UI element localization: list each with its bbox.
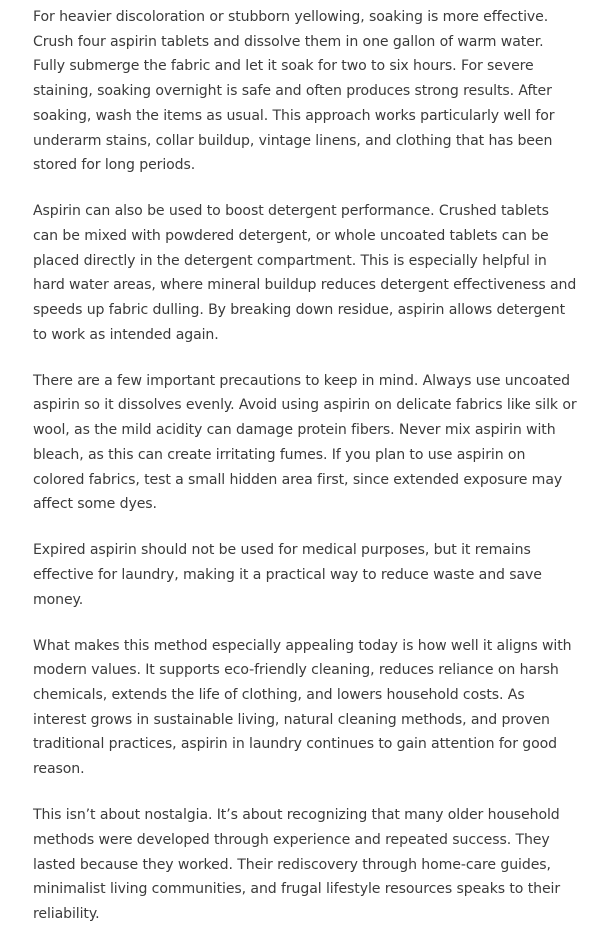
paragraph-modern-values: What makes this method especially appealing today is how well it aligns with modern values. It supports eco-friendly cleaning, reduces reliance on harsh chemicals, extends the life of clothing, and lowers household costs. As interest grows in sustainable living, natural cleaning methods, and proven traditional practices, aspirin in laundry continues to gain attention for good reason. (33, 637, 572, 778)
paragraph-precautions: There are a few important precautions to keep in mind. Always use uncoated aspirin so it dissolves evenly. Avoid using aspirin on delicate fabrics like silk or wool, as the mild acidity can damage protein fibers. Never mix aspirin with bleach, as this can create irritating fumes. If you plan to use aspirin on colored fabrics, test a small hidden area first, since extended exposure may affect some dyes. (33, 372, 577, 513)
paragraph-expired-aspirin: Expired aspirin should not be used for medical purposes, but it remains effective for laundry, making it a practical way to reduce waste and save money. (33, 542, 542, 608)
paragraph-soaking-method: For heavier discoloration or stubborn yellowing, soaking is more effective. Crush four aspirin tablets and dissolve them in one gallon of warm water. Fully submerge the fabric and let it soak for two to six hours. For severe staining, soaking overnight is safe and often produces strong results. After soaking, wash the items as usual. This approach works particularly well for underarm stains, collar buildup, vintage linens, and clothing that has been stored for long periods. (33, 9, 555, 174)
paragraph-nostalgia: This isn’t about nostalgia. It’s about recognizing that many older household methods were developed through experience and repeated success. They lasted because they worked. Their rediscovery through home-care guides, minimalist living communities, and frugal lifestyle resources speaks to their reliability. (33, 807, 561, 922)
article-body (33, 5, 578, 948)
paragraph-detergent-boost: Aspirin can also be used to boost detergent performance. Crushed tablets can be mixed with powdered detergent, or whole uncoated tablets can be placed directly in the detergent compartment. This is especially helpful in hard water areas, where mineral buildup reduces detergent effectiveness and speeds up fabric dulling. By breaking down residue, aspirin allows detergent to work as intended again. (33, 203, 577, 343)
